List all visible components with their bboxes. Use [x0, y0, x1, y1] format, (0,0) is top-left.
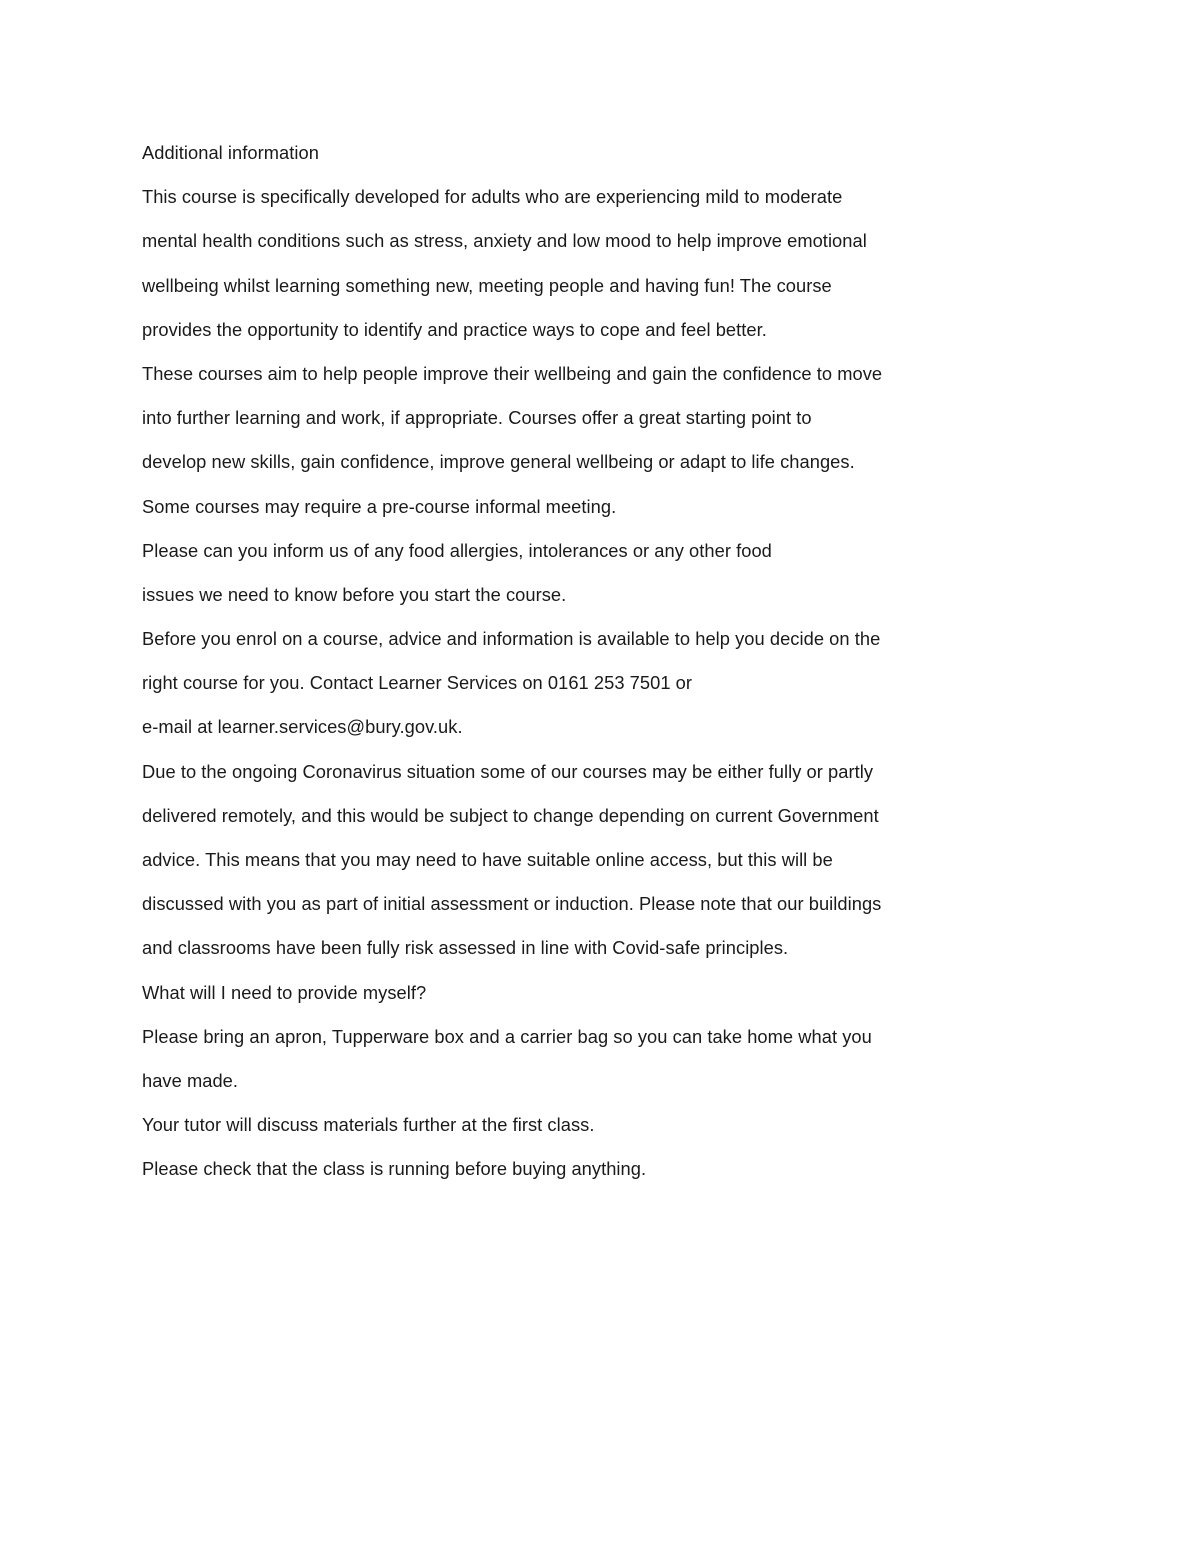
text-line: have made.	[142, 1069, 239, 1091]
text-line: These courses aim to help people improve their wellbeing and gain the confidence to move	[142, 362, 883, 384]
document-body	[142, 131, 1042, 1192]
email-line: e-mail at learner.services@bury.gov.uk.	[142, 716, 463, 738]
text-line: advice. This means that you may need to have suitable online access, but this will be	[142, 849, 833, 870]
question-line: What will I need to provide myself?	[142, 981, 427, 1003]
section-heading: Additional information	[142, 142, 319, 163]
text-line: Due to the ongoing Coronavirus situation some of our courses may be either fully or partly	[142, 760, 874, 782]
text-line: provides the opportunity to identify and practice ways to cope and feel better.	[142, 318, 767, 340]
text-line: right course for you. Contact Learner Services on 0161 253 7501 or	[142, 672, 693, 694]
text-line: wellbeing whilst learning something new, meeting people and having fun! The course	[142, 274, 832, 296]
text-line: delivered remotely, and this would be subject to change depending on current Government	[142, 804, 879, 826]
text-line: and classrooms have been fully risk assessed in line with Covid-safe principles.	[142, 937, 789, 959]
text-line: Please check that the class is running before buying anything.	[142, 1158, 647, 1180]
text-line: discussed with you as part of initial assessment or induction. Please note that our buildings	[142, 893, 882, 915]
text-line: issues we need to know before you start the course.	[142, 583, 567, 605]
text-line: Please bring an apron, Tupperware box and a carrier bag so you can take home what you	[142, 1025, 872, 1047]
text-line: This course is specifically developed for adults who are experiencing mild to moderate	[142, 186, 843, 208]
text-line: mental health conditions such as stress, anxiety and low mood to help improve emotional	[142, 230, 867, 252]
text-line: into further learning and work, if appropriate. Courses offer a great starting point to	[142, 407, 812, 429]
text-line: develop new skills, gain confidence, improve general wellbeing or adapt to life changes.	[142, 451, 855, 473]
text-line: Your tutor will discuss materials further at the first class.	[142, 1114, 595, 1136]
text-line: Before you enrol on a course, advice and information is available to help you decide on the	[142, 628, 881, 650]
text-line: Please can you inform us of any food allergies, intolerances or any other food	[142, 539, 772, 561]
text-line: Some courses may require a pre-course informal meeting.	[142, 495, 617, 517]
